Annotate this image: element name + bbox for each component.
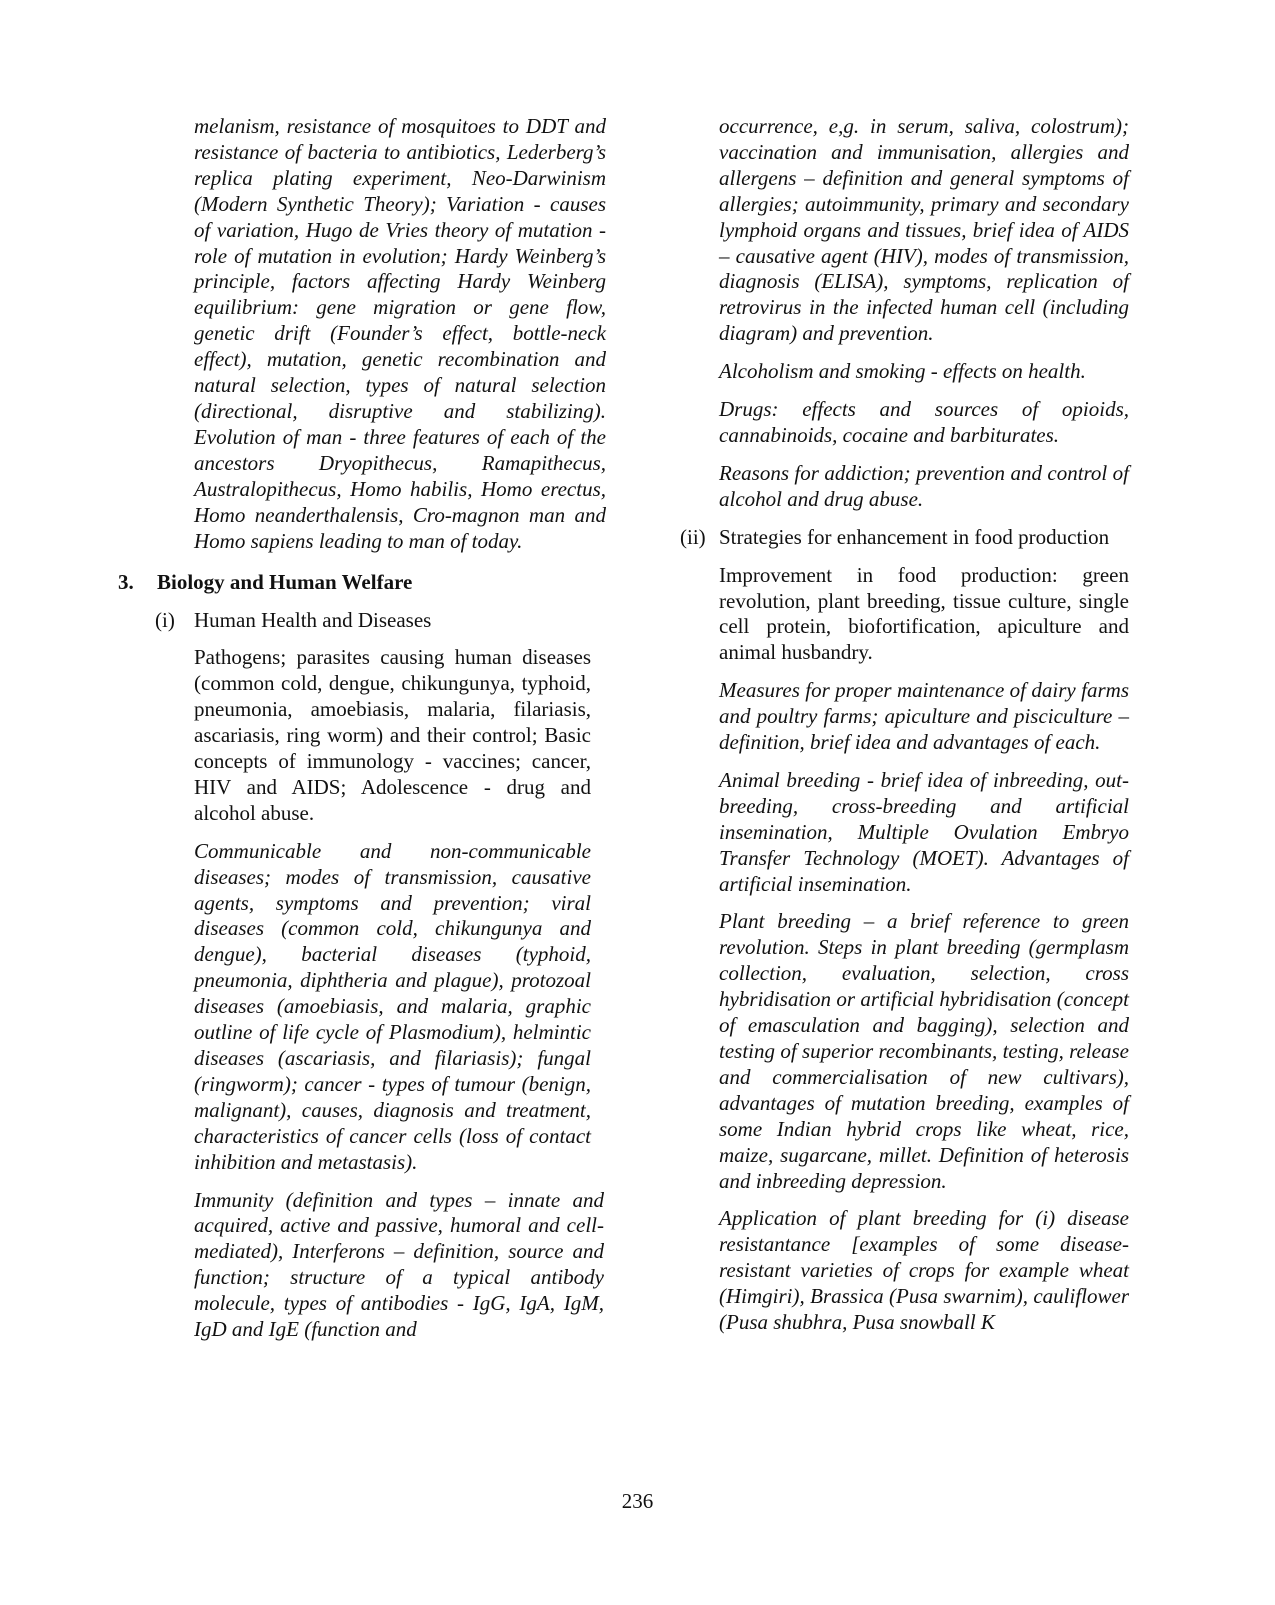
left-column — [0, 114, 620, 1343]
section-title: Biology and Human Welfare — [157, 570, 413, 595]
alcoholism-paragraph: Alcoholism and smoking - effects on health. — [719, 359, 1086, 384]
communicable-diseases-paragraph: Communicable and non-communicable diseases; modes of transmission, causative agents, symptoms and prevention; viral diseases (common cold, chikungunya and dengue), bacterial diseases (typhoid, pneumonia, diphtheria and plague), protozoal diseases (amoebiasis, and malaria, graphic outline of life cycle of Plasmodium), helmintic diseases (ascariasis, and filariasis); fungal (ringworm); cancer - types of tumour (benign, malignant), causes, diagnosis and treatment, characteristics of cancer cells (loss of contact inhibition and metastasis). — [194, 838, 591, 1174]
subsection-number: (i) — [155, 608, 175, 633]
evolution-paragraph: melanism, resistance of mosquitoes to DDT and resistance of bacteria to antibiotics, Lederberg’s replica plating experiment, Neo-Darwinism (Modern Synthetic Theory); Variation - causes of variation, Hugo de Vries theory of mutation - role of mutation in evolution; Hardy Weinberg’s principle, factors affecting Hardy Weinberg equilibrium: gene migration or gene flow, genetic drift (Founder’s effect, bottle-neck effect), mutation, genetic recombination and natural selection, types of natural selection (directional, disruptive and stabilizing). Evolution of man - three features of each of the ancestors Dryopithecus, Ramapithecus, Australopithecus, Homo habilis, Homo erectus, Homo neanderthalensis, Cro-magnon man and Homo sapiens leading to man of today. — [194, 114, 606, 553]
section-number: 3. — [118, 570, 134, 595]
subsection-heading-human-health — [0, 607, 620, 633]
immunity-paragraph: Immunity (definition and types – innate and acquired, active and passive, humoral and cell-mediated), Interferons – definition, source and function; structure of a typical antibody molecule, types of antibodies - IgG, IgA, IgM, IgD and IgE (function and — [194, 1187, 604, 1342]
section-heading — [0, 569, 620, 595]
plant-breeding-paragraph: Plant breeding – a brief reference to green revolution. Steps in plant breeding (germplasm collection, evaluation, selection, cross hybridisation or artificial hybridisation (concept of emasculation and bagging), selection and testing of superior recombinants, testing, release and commercialisation of new cultivars), advantages of mutation breeding, examples of some Indian hybrid crops like wheat, rice, maize, sugarcane, millet. Definition of heterosis and inbreeding depression. — [719, 909, 1129, 1193]
application-paragraph: Application of plant breeding for (i) disease resistantance [examples of some disease-resistant varieties of crops for example wheat (Himgiri), Brassica (Pusa swarnim), cauliflower (Pusa shubhra, Pusa snowball K — [719, 1206, 1129, 1335]
occurrence-paragraph: occurrence, e,g. in serum, saliva, colostrum); vaccination and immunisation, allergies and allergens – definition and general symptoms of allergies; autoimmunity, primary and secondary lymphoid organs and tissues, brief idea of AIDS – causative agent (HIV), modes of transmission, diagnosis (ELISA), symptoms, replication of retrovirus in the infected human cell (including diagram) and prevention. — [719, 114, 1129, 346]
subsection-title: Strategies for enhancement in food production — [719, 524, 1110, 549]
subsection-number: (ii) — [680, 524, 706, 549]
measures-paragraph: Measures for proper maintenance of dairy farms and poultry farms; apiculture and pisciculture – definition, brief idea and advantages of each. — [719, 678, 1129, 755]
pathogens-paragraph: Pathogens; parasites causing human diseases (common cold, dengue, chikungunya, typhoid, pneumonia, amoebiasis, malaria, filariasis, ascariasis, ring worm) and their control; Basic concepts of immunology - vaccines; cancer, HIV and AIDS; Adolescence - drug and alcohol abuse. — [194, 645, 591, 825]
drugs-paragraph: Drugs: effects and sources of opioids, cannabinoids, cocaine and barbiturates. — [719, 397, 1129, 447]
subsection-heading-food-production — [680, 524, 1168, 551]
subsection-title: Human Health and Diseases — [194, 608, 432, 633]
animal-breeding-paragraph: Animal breeding - brief idea of inbreeding, out-breeding, cross-breeding and artificial insemination, Multiple Ovulation Embryo Transfer Technology (MOET). Advantages of artificial insemination. — [719, 767, 1129, 896]
right-column — [680, 114, 1168, 1336]
page-number: 236 — [621, 1489, 654, 1513]
reasons-paragraph: Reasons for addiction; prevention and control of alcohol and drug abuse. — [719, 460, 1129, 511]
improvement-paragraph: Improvement in food production: green revolution, plant breeding, tissue culture, single cell protein, biofortification, apiculture and animal husbandry. — [719, 562, 1129, 665]
